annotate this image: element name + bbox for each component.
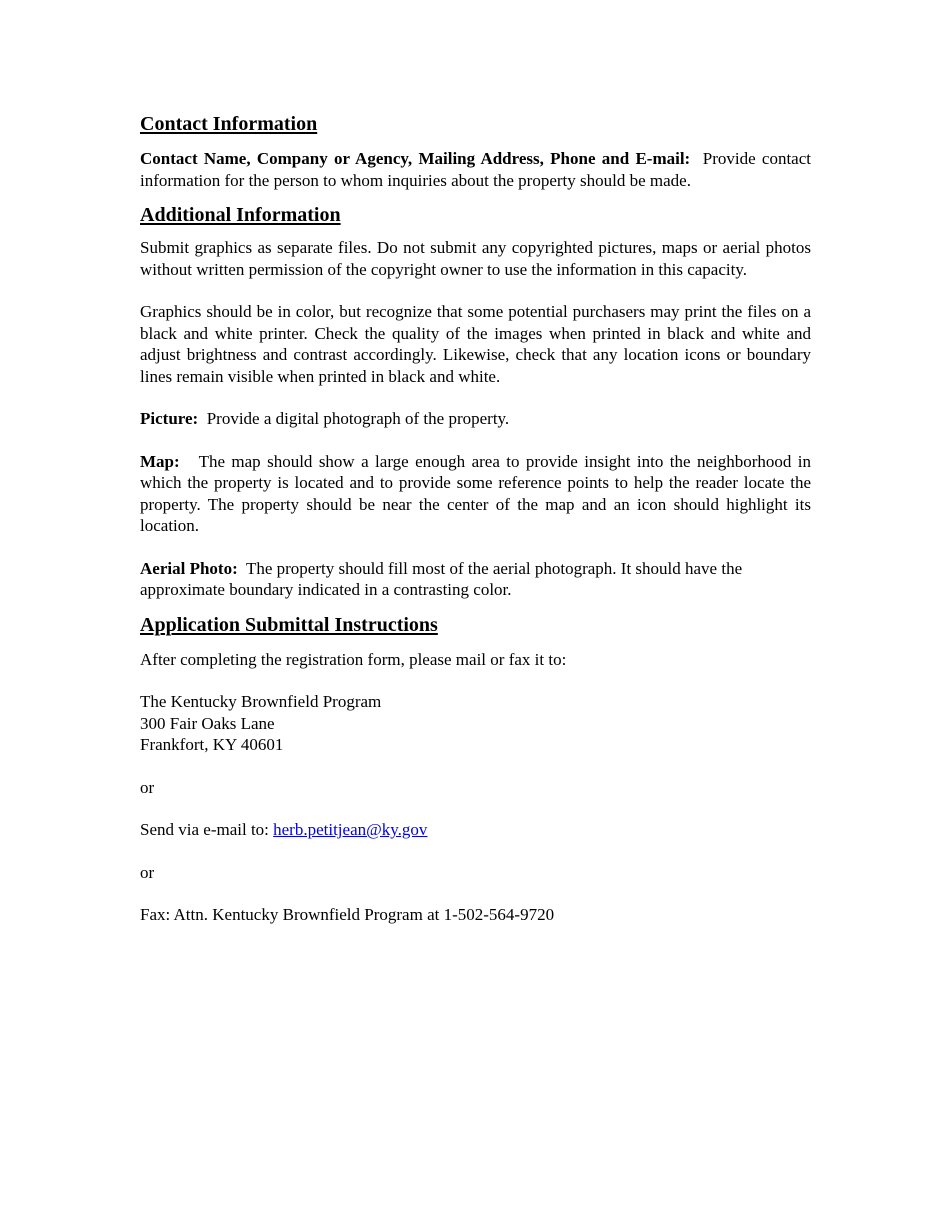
email-link[interactable]: herb.petitjean@ky.gov xyxy=(273,820,428,839)
picture-text: Provide a digital photograph of the property. xyxy=(206,409,510,428)
submittal-instructions-heading: Application Submittal Instructions xyxy=(140,613,438,636)
address-line-3: Frankfort, KY 40601 xyxy=(140,735,284,754)
graphics-color-paragraph: Graphics should be in color, but recognize that some potential purchasers may print the files on a black and white printer. Check the quality of the images when printed in black and white and adjust brightness and contrast accordingly. Likewise, check that any location icons or boundary lines remain visible when printed in black and white. xyxy=(140,302,811,386)
contact-text: Provide contact information for the person to whom inquiries about the property should be made. xyxy=(140,149,811,190)
graphics-files-paragraph: Submit graphics as separate files. Do not submit any copyrighted pictures, maps or aerial photos without written permission of the copyright owner to use the information in this capacity. xyxy=(140,238,811,279)
map-paragraph xyxy=(140,451,811,537)
address-line-2: 300 Fair Oaks Lane xyxy=(140,713,275,733)
contact-information-heading: Contact Information xyxy=(140,113,318,135)
or-separator-1: or xyxy=(140,777,155,797)
document-page xyxy=(140,111,811,926)
address-line-1: The Kentucky Brownfield Program xyxy=(140,692,382,711)
aerial-label: Aerial Photo: xyxy=(140,558,238,578)
aerial-text: The property should fill most of the aerial photograph. It should have the approximate boundary indicated in a contrasting color. xyxy=(140,558,743,599)
email-prefix: Send via e-mail to: xyxy=(140,820,269,839)
fax-line: Fax: Attn. Kentucky Brownfield Program at 1-502-564-9720 xyxy=(140,905,555,924)
address-block xyxy=(140,691,811,756)
submittal-intro: After completing the registration form, please mail or fax it to: xyxy=(140,649,567,669)
additional-information-heading: Additional Information xyxy=(140,204,341,226)
email-line xyxy=(140,819,811,841)
contact-lead: Contact Name, Company or Agency, Mailing Address, Phone and E-mail: xyxy=(140,149,691,168)
picture-paragraph xyxy=(140,408,811,430)
map-label: Map: xyxy=(140,451,180,471)
picture-label: Picture: xyxy=(140,409,199,428)
contact-information-paragraph xyxy=(140,148,811,191)
aerial-photo-paragraph xyxy=(140,558,811,601)
map-text: The map should show a large enough area to provide insight into the neighborhood in which the property is located and to provide some reference points to help the reader locate the property. The property should be near the center of the map and an icon should highlight its location. xyxy=(140,451,811,535)
or-separator-2: or xyxy=(140,862,155,882)
